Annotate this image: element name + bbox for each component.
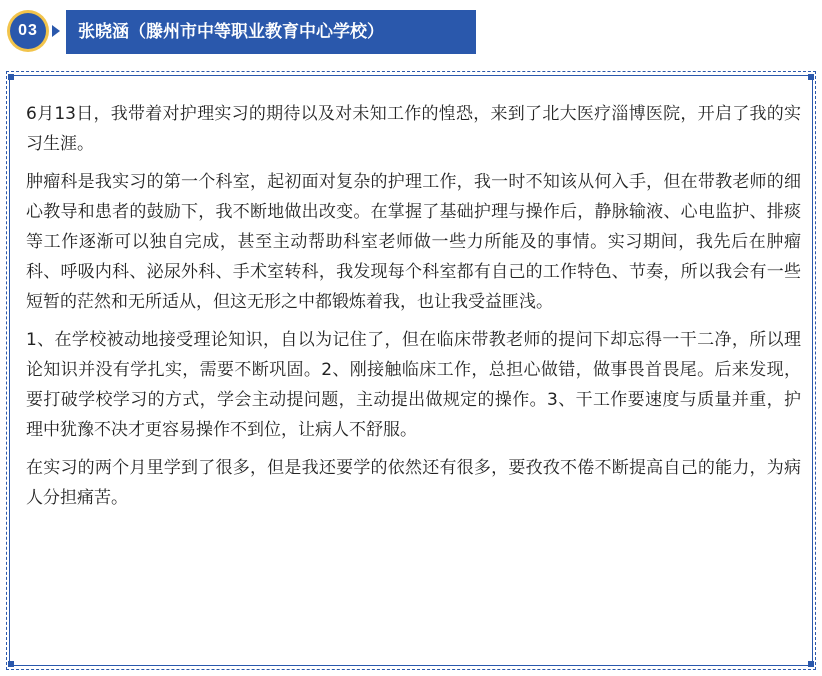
section-number: 03	[10, 13, 46, 49]
article-body	[26, 99, 801, 521]
corner-square-icon	[8, 661, 14, 667]
paragraph: 肿瘤科是我实习的第一个科室，起初面对复杂的护理工作，我一时不知该从何入手，但在带教老师的细心教导和患者的鼓励下，我不断地做出改变。在掌握了基础护理与操作后，静脉输液、心电监护、排痰等工作逐渐可以独自完成，甚至主动帮助科室老师做一些力所能及的事情。实习期间，我先后在肿瘤科、呼吸内科、泌尿外科、手术室转科，我发现每个科室都有自己的工作特色、节奏，所以我会有一些短暂的茫然和无所适从，但这无形之中都锻炼着我，也让我受益匪浅。	[26, 172, 801, 312]
paragraph: 在实习的两个月里学到了很多，但是我还要学的依然还有很多，要孜孜不倦不断提高自己的能力，为病人分担痛苦。	[26, 458, 801, 508]
paragraph: 1、在学校被动地接受理论知识，自以为记住了，但在临床带教老师的提问下却忘得一干二净，所以理论知识并没有学扎实，需要不断巩固。2、刚接触临床工作，总担心做错，做事畏首畏尾。后来发现，要打破学校学习的方式，学会主动提问题，主动提出做规定的操作。3、干工作要速度与质量并重，护理中犹豫不决才更容易操作不到位，让病人不舒服。	[26, 330, 801, 440]
corner-square-icon	[808, 661, 814, 667]
section-header	[0, 0, 822, 60]
arrow-right-icon	[52, 25, 60, 37]
corner-square-icon	[8, 74, 14, 80]
content-frame	[6, 71, 816, 670]
paragraph: 6月13日，我带着对护理实习的期待以及对未知工作的惶恐，来到了北大医疗淄博医院，开启了我的实习生涯。	[26, 104, 801, 154]
section-number-badge	[7, 10, 49, 52]
section-title: 张晓涵（滕州市中等职业教育中心学校）	[66, 10, 476, 54]
corner-square-icon	[808, 74, 814, 80]
